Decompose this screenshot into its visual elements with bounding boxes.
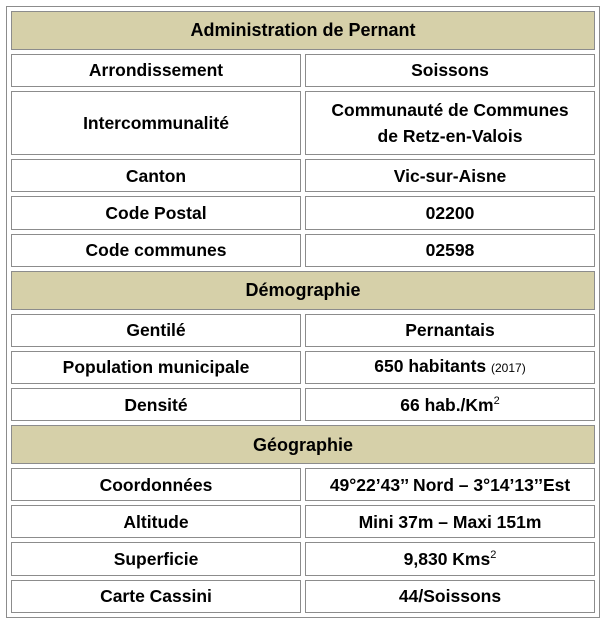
value-canton: Vic-sur-Aisne <box>305 159 595 192</box>
value-coordonnees: 49°22’43’’ Nord – 3°14’13’’Est <box>305 468 595 501</box>
table-row-gentile <box>11 314 595 347</box>
value-intercommunalite-line2: de Retz-en-Valois <box>377 126 523 147</box>
table-row-code-postal <box>11 196 595 229</box>
section-header-geographie: Géographie <box>11 425 595 464</box>
value-superficie <box>305 542 595 575</box>
table-row-arrondissement <box>11 54 595 87</box>
label-arrondissement: Arrondissement <box>11 54 301 87</box>
label-altitude: Altitude <box>11 505 301 538</box>
value-population <box>305 351 595 384</box>
value-superficie-sup: 2 <box>490 549 497 562</box>
table-row-canton <box>11 159 595 192</box>
value-intercommunalite-line1: Communauté de Communes <box>331 100 569 121</box>
label-superficie: Superficie <box>11 542 301 575</box>
section-header-administration: Administration de Pernant <box>11 11 595 50</box>
table-row-carte-cassini <box>11 580 595 613</box>
label-gentile: Gentilé <box>11 314 301 347</box>
label-population: Population municipale <box>11 351 301 384</box>
value-intercommunalite <box>305 91 595 155</box>
table-row-code-communes <box>11 234 595 267</box>
value-densite <box>305 388 595 421</box>
section-row-geographie <box>11 425 595 464</box>
label-canton: Canton <box>11 159 301 192</box>
label-coordonnees: Coordonnées <box>11 468 301 501</box>
label-intercommunalite: Intercommunalité <box>11 91 301 155</box>
value-densite-sup: 2 <box>493 394 500 407</box>
label-code-postal: Code Postal <box>11 196 301 229</box>
value-code-postal: 02200 <box>305 196 595 229</box>
table-row-intercommunalite <box>11 91 595 155</box>
section-header-demographie: Démographie <box>11 271 595 310</box>
table-row-superficie <box>11 542 595 575</box>
table-row-coordonnees <box>11 468 595 501</box>
label-carte-cassini: Carte Cassini <box>11 580 301 613</box>
value-code-communes: 02598 <box>305 234 595 267</box>
label-code-communes: Code communes <box>11 234 301 267</box>
value-population-year: (2017) <box>491 361 526 376</box>
label-densite: Densité <box>11 388 301 421</box>
value-population-count: 650 habitants <box>374 356 487 377</box>
table-row-densite <box>11 388 595 421</box>
section-row-demographie <box>11 271 595 310</box>
section-row-administration <box>11 11 595 50</box>
value-carte-cassini: 44/Soissons <box>305 580 595 613</box>
value-densite-text: 66 hab./Km <box>400 394 494 415</box>
value-altitude: Mini 37m – Maxi 151m <box>305 505 595 538</box>
value-superficie-text: 9,830 Kms <box>403 549 491 570</box>
info-table-container <box>6 6 600 618</box>
commune-info-table <box>6 6 600 618</box>
value-arrondissement: Soissons <box>305 54 595 87</box>
value-gentile: Pernantais <box>305 314 595 347</box>
table-row-altitude <box>11 505 595 538</box>
table-row-population <box>11 351 595 384</box>
